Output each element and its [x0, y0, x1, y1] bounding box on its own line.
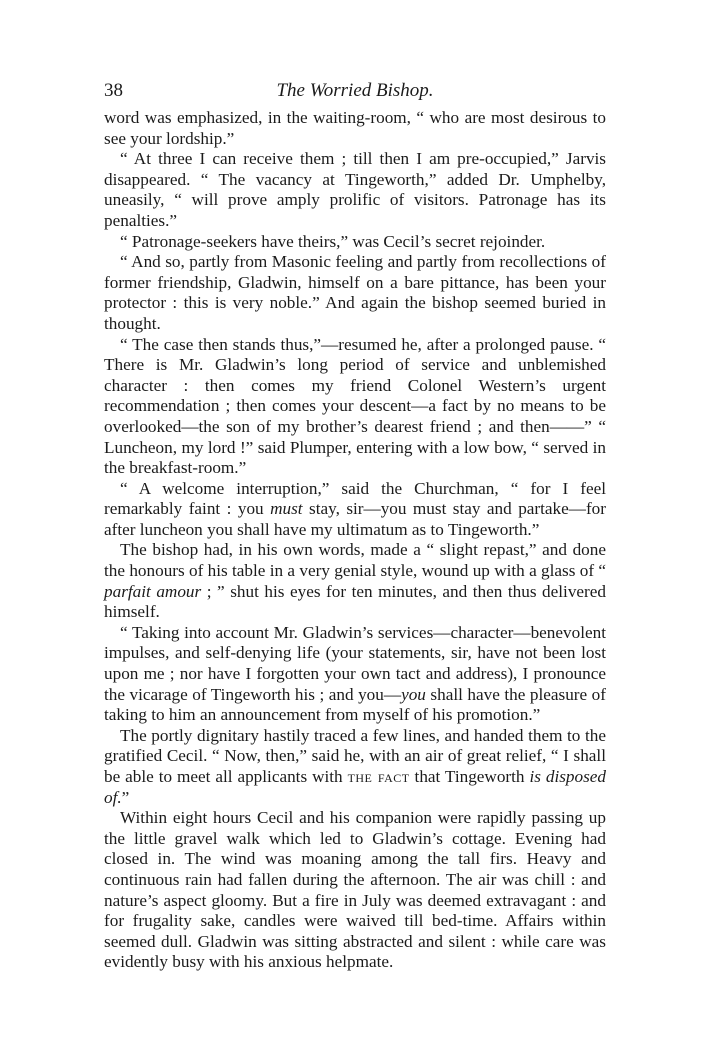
text-run: “ A welcome interruption,” said the Churchman, “ for I feel remarkably faint : you: [104, 478, 606, 519]
body-text: [104, 108, 606, 973]
italic-text: parfait amour: [104, 581, 202, 601]
paragraph: [104, 149, 606, 231]
paragraph: [104, 335, 606, 479]
text-run: “ Patronage-seekers have theirs,” was Cecil’s secret rejoinder.: [120, 231, 546, 251]
text-run: “ The case then stands thus,”—resumed he, after a prolonged pause. “ There is Mr. Gladwin’s long period of service and unblemished character : then comes my friend Colonel Western’s urgent recommendation ; then comes your descent—a fact by no means to be overlooked—the son of my brother’s dearest friend ; and then——” “ Luncheon, my lord !” said Plumper, entering with a low bow, “ served in the breakfast-room.”: [104, 334, 606, 478]
text-run: ; ” shut his eyes for ten minutes, and then thus delivered himself.: [104, 581, 606, 622]
text-run: shall have the pleasure of taking to him an announcement from myself of his promotion.”: [104, 684, 606, 725]
text-run: stay, sir—you must stay and partake—for after luncheon you shall have my ultimatum as to Tingeworth.”: [104, 499, 606, 539]
paragraph: [104, 540, 606, 622]
text-run: ”: [121, 787, 130, 807]
page-number: 38: [104, 80, 123, 101]
paragraph: [104, 623, 606, 726]
page-header: [104, 80, 606, 108]
small-caps-text: the fact: [347, 767, 410, 786]
paragraph: [104, 726, 606, 808]
text-run: The bishop had, in his own words, made a “ slight repast,” and done the honours of his table in a very genial style, wound up with a glass of “: [104, 540, 606, 581]
italic-text: you: [401, 684, 426, 704]
text-run: “ Taking into account Mr. Gladwin’s services—character—benevolent impulses, and self-denying life (your statements, sir, have not been lost upon me ; nor have I forgotten your own tact and address), I pronounce the vicarage of Tingeworth his ; and you—: [104, 622, 606, 704]
text-run: “ And so, partly from Masonic feeling and partly from recollections of former friendship, Gladwin, himself on a bare pittance, has been your protector : this is very noble.” And again the bishop seemed buried in thought.: [104, 252, 606, 333]
paragraph: [104, 108, 606, 149]
italic-text: must: [270, 499, 303, 519]
paragraph: [104, 252, 606, 334]
italic-text: is disposed of.: [104, 767, 607, 807]
text-run: that Tingeworth: [409, 767, 530, 786]
text-run: The portly dignitary hastily traced a few lines, and handed them to the gratified Cecil. “ Now, then,” said he, with an air of great relief, “ I shall be able to meet all applicants with: [104, 725, 606, 786]
text-run: word was emphasized, in the waiting-room, “ who are most desirous to see your lordship.”: [104, 108, 606, 148]
text-run: Within eight hours Cecil and his companion were rapidly passing up the little gravel walk which led to Gladwin’s cottage. Evening had closed in. The wind was moaning among the tall firs. Heavy and continuous rain had fallen during the afternoon. The air was chill : and nature’s aspect gloomy. But a fire in July was deemed extravagant : and for frugality sake, candles were waived till bed-time. Affairs within seemed dull. Gladwin was sitting abstracted and silent : while care was evidently busy with his anxious helpmate.: [104, 808, 606, 972]
paragraph: [104, 232, 606, 253]
book-page: [104, 80, 606, 973]
text-run: “ At three I can receive them ; till then I am pre-occupied,” Jarvis disappeared. “ The vacancy at Tingeworth,” added Dr. Umphelby, uneasily, “ will prove amply prolific of visitors. Patronage has its penalties.”: [104, 149, 606, 230]
paragraph: [104, 808, 606, 973]
paragraph: [104, 479, 606, 541]
running-title: The Worried Bishop.: [276, 80, 434, 101]
